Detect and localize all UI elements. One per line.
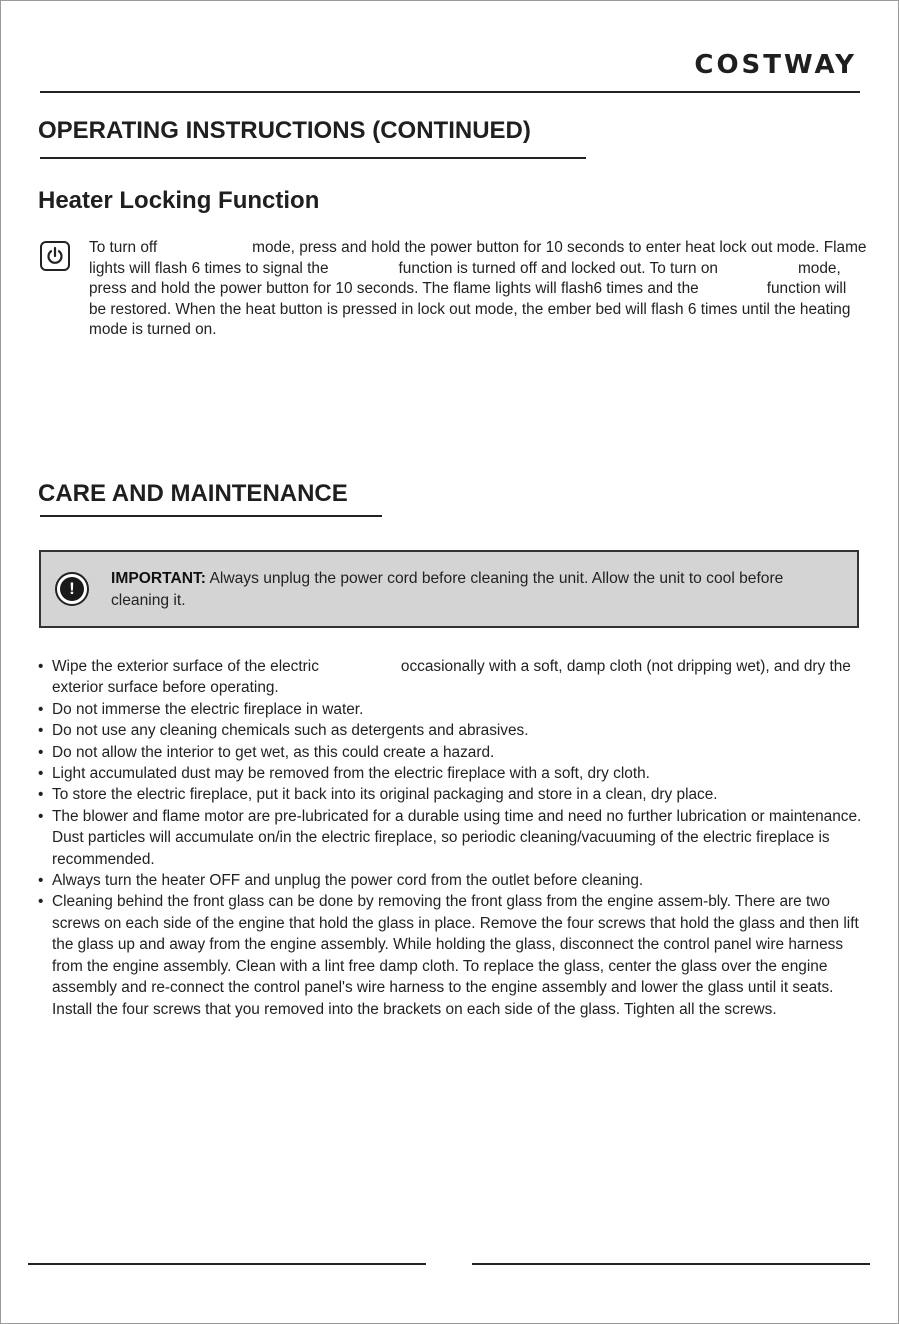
list-item: • Do not allow the interior to get wet, as this could create a hazard.	[38, 742, 868, 763]
list-item: • Do not use any cleaning chemicals such as detergents and abrasives.	[38, 720, 868, 741]
list-item	[38, 656, 868, 699]
power-icon-glyph	[45, 246, 65, 266]
list-item: • The blower and flame motor are pre-lubricated for a durable using time and need no further lubrication or maintenance. Dust particles will accumulate on/in the electric fireplace, so periodic cleaning/vacuuming of the electric fireplace is recommended.	[38, 806, 868, 870]
list-item: • Always turn the heater OFF and unplug the power cord from the outlet before cleaning.	[38, 870, 868, 891]
lock-text-5: function will be restored. When the heat button is pressed in lock out mode, the ember bed will flash 6 times until the heating mode is turned on.	[89, 280, 851, 339]
list-item: • Cleaning behind the front glass can be done by removing the front glass from the engine assem-bly. There are two screws on each side of the engine that hold the glass in place. Remove the four screws that hold the glass and then lift the glass up and away from the engine assembly. While holding the glass, disconnect the control panel wire harness from the engine assembly. Clean with a lint free damp cloth. To replace the glass, center the glass over the engine assembly and re-connect the control panel's wire harness to the engine assembly and lower the glass until it seats. Install the four screws that you removed into the brackets on each side of the glass. Tighten all the screws.	[38, 891, 868, 1019]
important-notice	[39, 550, 859, 628]
notice-text	[111, 568, 831, 612]
list-item: • To store the electric fireplace, put it back into its original packaging and store in a clean, dry place.	[38, 784, 868, 805]
header-rule	[40, 91, 860, 93]
care-title-underline	[40, 515, 382, 517]
list-item: • Light accumulated dust may be removed from the electric fireplace with a soft, dry cloth.	[38, 763, 868, 784]
exclamation-icon	[55, 572, 89, 606]
lock-text-3: function is turned off and locked out. To turn on	[398, 259, 718, 277]
lock-text-1: To turn off	[89, 239, 158, 256]
exclamation-glyph: !	[60, 577, 84, 601]
notice-body: Always unplug the power cord before cleaning the unit. Allow the unit to cool before cleaning it.	[111, 570, 784, 609]
brand-logo: COSTWAY	[694, 50, 857, 80]
footer-rule-right	[472, 1263, 870, 1265]
section-title-underline	[40, 157, 586, 159]
lock-text-2: mode, press and hold the power button for 10 seconds to enter heat lock out mode. Flame lights will flash 6 times to signal the	[89, 239, 867, 277]
locking-instructions	[89, 238, 867, 341]
bullet-1a: Wipe the exterior surface of the electric	[52, 658, 319, 675]
power-icon	[40, 241, 70, 271]
care-bullet-list	[38, 656, 868, 1020]
list-item: • Do not immerse the electric fireplace in water.	[38, 699, 868, 720]
lock-text-4: mode, press and hold the power button for 10 seconds. The flame lights will flash6 times and the	[89, 259, 841, 298]
bullet-1b: occasionally with a soft, damp cloth (not dripping wet), and dry the exterior surface before operating.	[52, 658, 851, 697]
section-title-operating: OPERATING INSTRUCTIONS (CONTINUED)	[38, 117, 531, 144]
notice-label: IMPORTANT:	[111, 570, 206, 587]
footer-rule-left	[28, 1263, 426, 1265]
section-title-care: CARE AND MAINTENANCE	[38, 480, 348, 507]
subsection-title-locking: Heater Locking Function	[38, 187, 320, 214]
